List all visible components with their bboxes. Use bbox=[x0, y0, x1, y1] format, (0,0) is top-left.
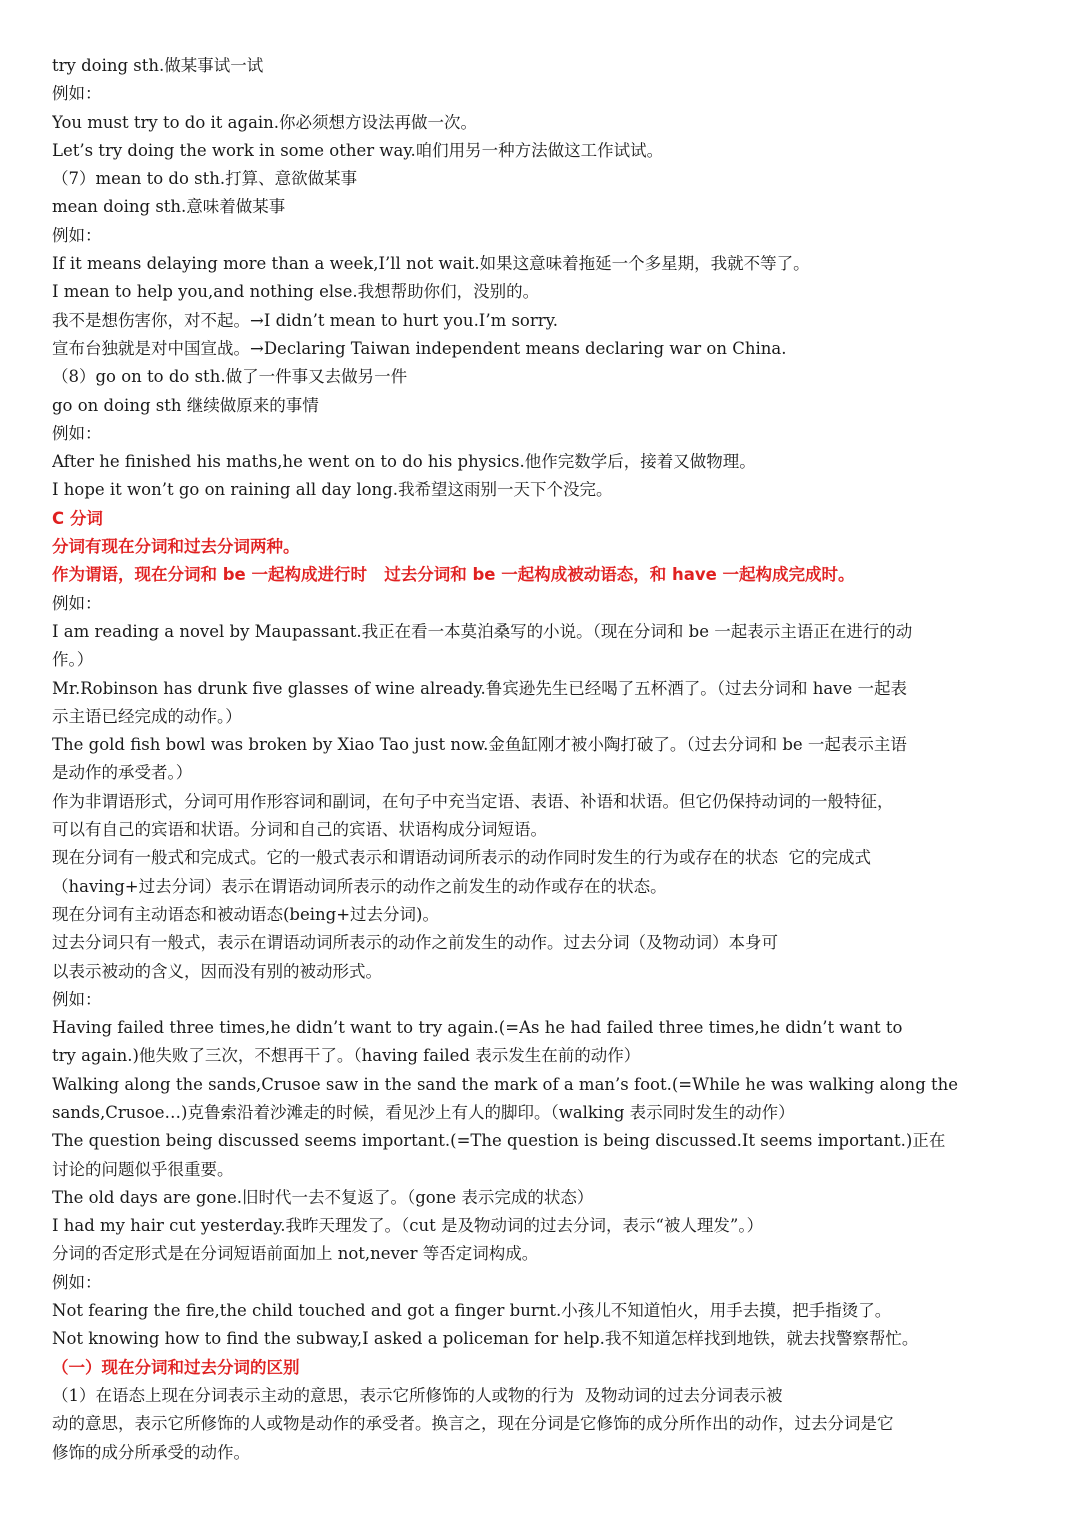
text-line: 例如： bbox=[52, 225, 102, 245]
text-line: 例如： bbox=[52, 84, 102, 104]
text-line: 是动作的承受者。） bbox=[52, 763, 193, 783]
text-line: I hope it won’t go on raining all day long.我希望这雨别一天下个没完。 bbox=[52, 480, 613, 500]
text-line: 动的意思，表示它所修饰的人或物是动作的承受者。换言之，现在分词是它修饰的成分所作出的动作，过去分词是它 bbox=[52, 1414, 894, 1434]
text-line: Not fearing the fire,the child touched and got a finger burnt.小孩儿不知道怕火，用手去摸，把手指烫了。 bbox=[52, 1301, 892, 1321]
text-line: 现在分词有主动语态和被动语态(being+过去分词)。 bbox=[52, 904, 439, 924]
text-line: try doing sth.做某事试一试 bbox=[52, 56, 264, 75]
text-line: try again.)他失败了三次，不想再干了。（having failed 表示发生在前的动作） bbox=[52, 1046, 641, 1066]
text-line: 过去分词只有一般式，表示在谓语动词所表示的动作之前发生的动作。过去分词（及物动词）本身可 bbox=[52, 933, 778, 953]
text-line: 示主语已经完成的动作。） bbox=[52, 706, 242, 726]
text-line: Walking along the sands,Crusoe saw in the sand the mark of a man’s foot.(=While he was walking along the bbox=[52, 1074, 959, 1094]
text-line: 我不是想伤害你，对不起。→I didn’t mean to hurt you.I’m sorry. bbox=[52, 310, 559, 330]
section-heading-line: C 分词 bbox=[52, 508, 103, 528]
text-line: 例如： bbox=[52, 1272, 102, 1292]
text-line: If it means delaying more than a week,I’ll not wait.如果这意味着拖延一个多星期，我就不等了。 bbox=[52, 254, 810, 274]
text-line: （7）mean to do sth.打算、意欲做某事 bbox=[52, 169, 358, 189]
text-line: 修饰的成分所承受的动作。 bbox=[52, 1442, 250, 1462]
text-line: 作。） bbox=[52, 650, 94, 670]
section-heading-line: 分词有现在分词和过去分词两种。 bbox=[52, 537, 300, 557]
text-line: 分词的否定形式是在分词短语前面加上 not,never 等否定词构成。 bbox=[52, 1244, 539, 1264]
text-line: Mr.Robinson has drunk five glasses of wine already.鲁宾逊先生已经喝了五杯酒了。（过去分词和 have 一起表 bbox=[52, 678, 908, 698]
text-line: The old days are gone.旧时代一去不复返了。（gone 表示完成的状态） bbox=[52, 1187, 594, 1207]
text-line: go on doing sth 继续做原来的事情 bbox=[52, 395, 319, 415]
text-line: 例如： bbox=[52, 989, 102, 1009]
text-line: I had my hair cut yesterday.我昨天理发了。（cut 是及物动词的过去分词，表示“被人理发”。） bbox=[52, 1216, 764, 1236]
text-line: （8）go on to do sth.做了一件事又去做另一件 bbox=[52, 367, 408, 387]
text-line: After he finished his maths,he went on to do his physics.他作完数学后，接着又做物理。 bbox=[52, 452, 756, 472]
text-line: （having+过去分词）表示在谓语动词所表示的动作之前发生的动作或存在的状态。 bbox=[52, 876, 667, 896]
text-line: 可以有自己的宾语和状语。分词和自己的宾语、状语构成分词短语。 bbox=[52, 820, 547, 840]
text-line: Having failed three times,he didn’t want to try again.(=As he had failed three times,he didn’t want to bbox=[52, 1018, 903, 1038]
text-line: I am reading a novel by Maupassant.我正在看一本莫泊桑写的小说。（现在分词和 be 一起表示主语正在进行的动 bbox=[52, 621, 913, 641]
text-line: mean doing sth.意味着做某事 bbox=[52, 197, 286, 217]
document-page bbox=[52, 52, 1032, 1467]
text-line: （1）在语态上现在分词表示主动的意思，表示它所修饰的人或物的行为 及物动词的过去分词表示被 bbox=[52, 1385, 783, 1405]
text-line: sands,Crusoe…)克鲁索沿着沙滩走的时候，看见沙上有人的脚印。（walking 表示同时发生的动作） bbox=[52, 1102, 795, 1122]
text-line: Not knowing how to find the subway,I asked a policeman for help.我不知道怎样找到地铁，就去找警察帮忙。 bbox=[52, 1329, 919, 1349]
section-heading-line: 作为谓语，现在分词和 be 一起构成进行时 过去分词和 be 一起构成被动语态，和 have 一起构成完成时。 bbox=[52, 565, 855, 585]
text-line: 作为非谓语形式，分词可用作形容词和副词，在句子中充当定语、表语、补语和状语。但它仍保持动词的一般特征， bbox=[52, 791, 894, 811]
text-line: The question being discussed seems important.(=The question is being discussed.It seems important.)正在 bbox=[52, 1131, 946, 1151]
text-line: 现在分词有一般式和完成式。它的一般式表示和谓语动词所表示的动作同时发生的行为或存在的状态 它的完成式 bbox=[52, 848, 871, 868]
text-line: 讨论的问题似乎很重要。 bbox=[52, 1159, 234, 1179]
text-line: 以表示被动的含义，因而没有别的被动形式。 bbox=[52, 961, 382, 981]
text-line: 宣布台独就是对中国宣战。→Declaring Taiwan independent means declaring war on China. bbox=[52, 338, 787, 358]
text-line: Let’s try doing the work in some other way.咱们用另一种方法做这工作试试。 bbox=[52, 140, 664, 160]
text-line: 例如： bbox=[52, 423, 102, 443]
text-line: I mean to help you,and nothing else.我想帮助你们，没别的。 bbox=[52, 282, 540, 302]
text-line: You must try to do it again.你必须想方设法再做一次。 bbox=[52, 112, 478, 132]
text-line: The gold fish bowl was broken by Xiao Tao just now.金鱼缸刚才被小陶打破了。（过去分词和 be 一起表示主语 bbox=[52, 735, 907, 755]
text-line: 例如： bbox=[52, 593, 102, 613]
section-heading-line: （一）现在分词和过去分词的区别 bbox=[52, 1357, 300, 1377]
